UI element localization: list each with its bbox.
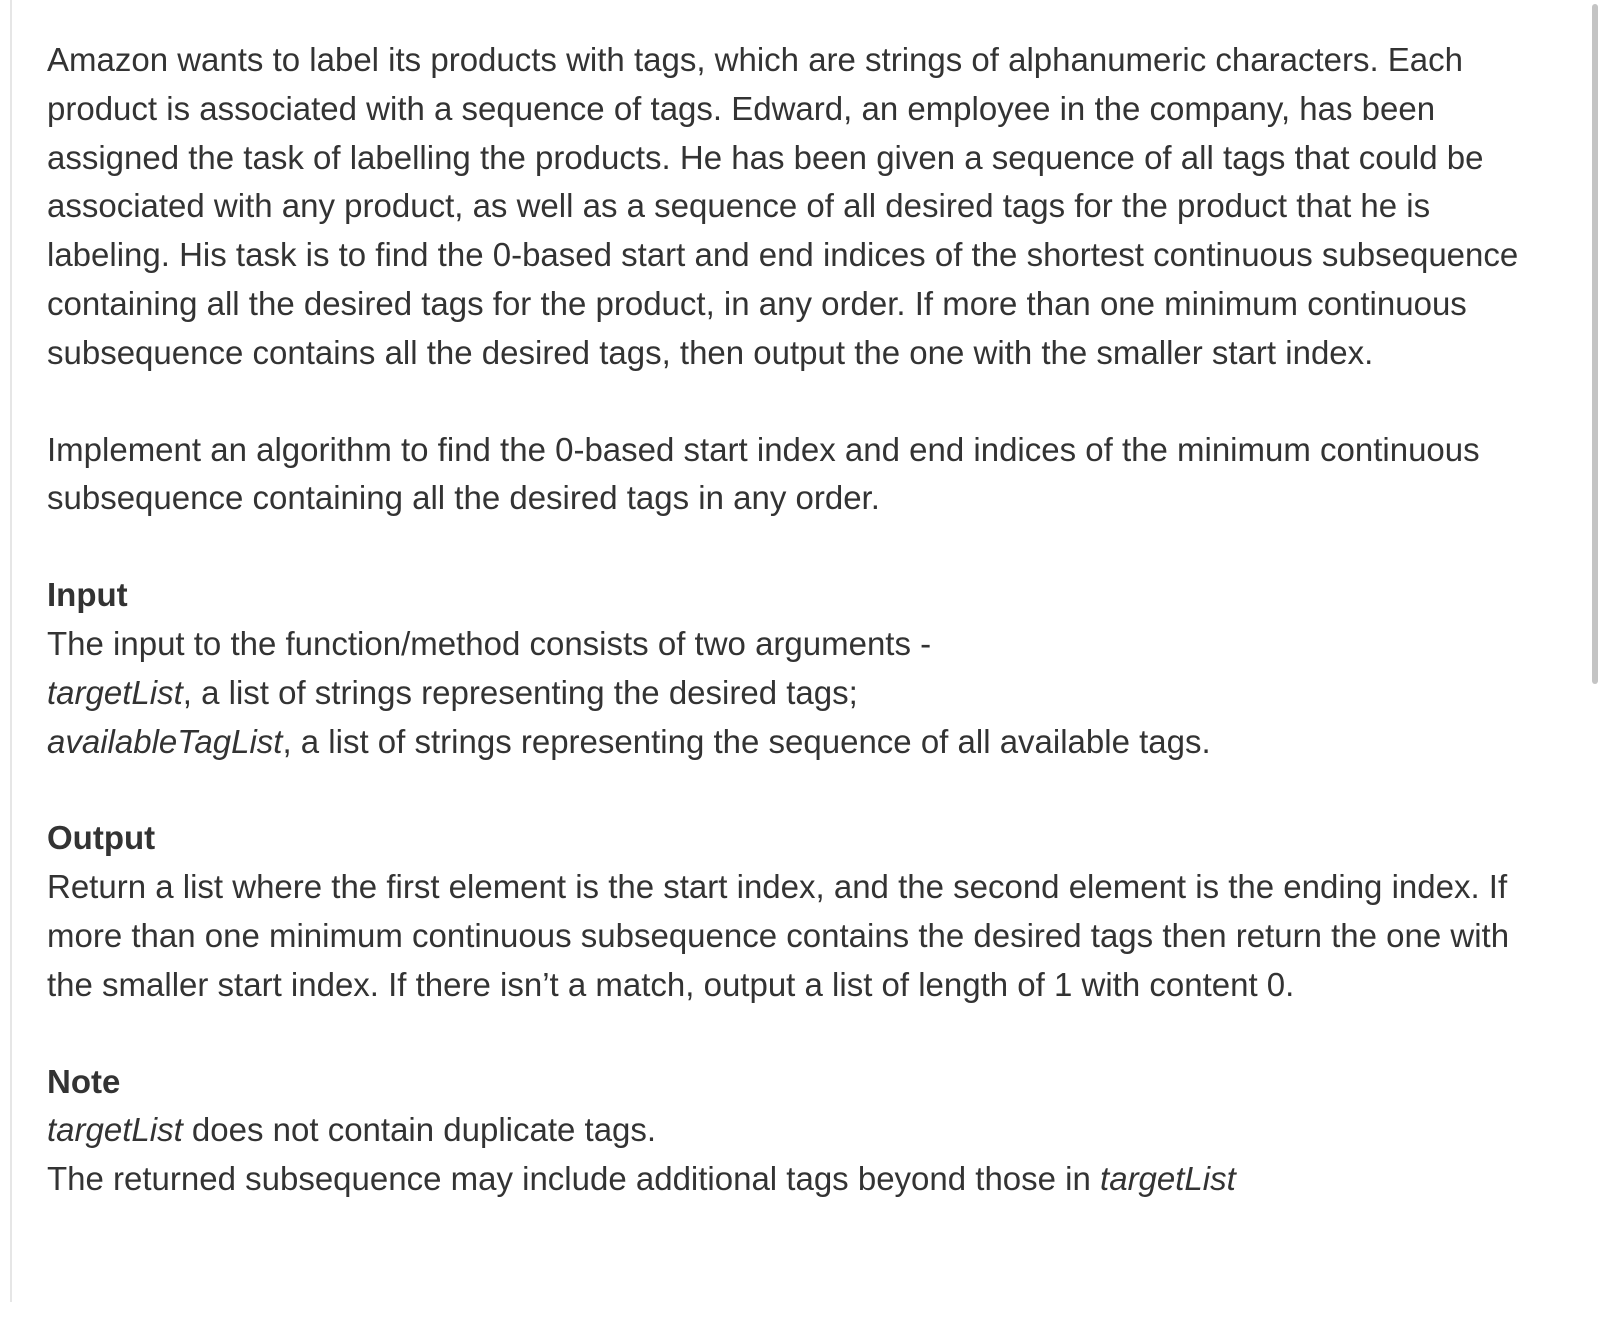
note-section bbox=[47, 1058, 1557, 1204]
note-line2-name: targetList bbox=[1100, 1160, 1236, 1198]
note-line1 bbox=[47, 1106, 1557, 1155]
note-line1-desc: does not contain duplicate tags. bbox=[182, 1111, 657, 1149]
intro-paragraph: Amazon wants to label its products with tags, which are strings of alphanumeric characters. Each product is associated with a sequence of tags. Edward, an employee in the company, has been assigned the task of labelling the products. He has been given a sequence of all tags that could be associated with any product, as well as a sequence of all desired tags for the product that he is labeling. His task is to find the 0-based start and end indices of the shortest continuous subsequence containing all the desired tags for the product, in any order. If more than one minimum continuous subsequence contains all the desired tags, then output the one with the smaller start index. bbox=[47, 41, 1519, 371]
note-heading: Note bbox=[47, 1062, 121, 1100]
output-section bbox=[47, 814, 1557, 1009]
task-paragraph: Implement an algorithm to find the 0-based start index and end indices of the minimum continuous subsequence containing all the desired tags in any order. bbox=[47, 430, 1480, 517]
input-arg1 bbox=[47, 669, 1557, 718]
arg1-desc: , a list of strings representing the desired tags; bbox=[182, 673, 858, 711]
output-text: Return a list where the first element is the start index, and the second element is the ending index. If more than one minimum continuous subsequence contains the desired tags then return the one with the smaller start index. If there isn’t a match, output a list of length of 1 with content 0. bbox=[47, 868, 1510, 1003]
input-arg2 bbox=[47, 718, 1557, 767]
note-line2 bbox=[47, 1155, 1557, 1204]
note-line1-name: targetList bbox=[47, 1111, 183, 1149]
scrollbar[interactable] bbox=[1590, 0, 1600, 1337]
input-section bbox=[47, 571, 1557, 766]
scrollbar-thumb[interactable] bbox=[1592, 4, 1598, 684]
input-intro: The input to the function/method consists of two arguments - bbox=[47, 624, 932, 662]
problem-content bbox=[47, 36, 1557, 1302]
input-heading: Input bbox=[47, 576, 128, 614]
arg2-desc: , a list of strings representing the sequence of all available tags. bbox=[282, 722, 1211, 760]
arg2-name: availableTagList bbox=[47, 722, 283, 760]
note-line2-text: The returned subsequence may include additional tags beyond those in bbox=[47, 1160, 1101, 1198]
output-heading: Output bbox=[47, 819, 156, 857]
left-divider bbox=[10, 0, 12, 1337]
arg1-name: targetList bbox=[47, 673, 183, 711]
bottom-clip bbox=[0, 1302, 1600, 1337]
